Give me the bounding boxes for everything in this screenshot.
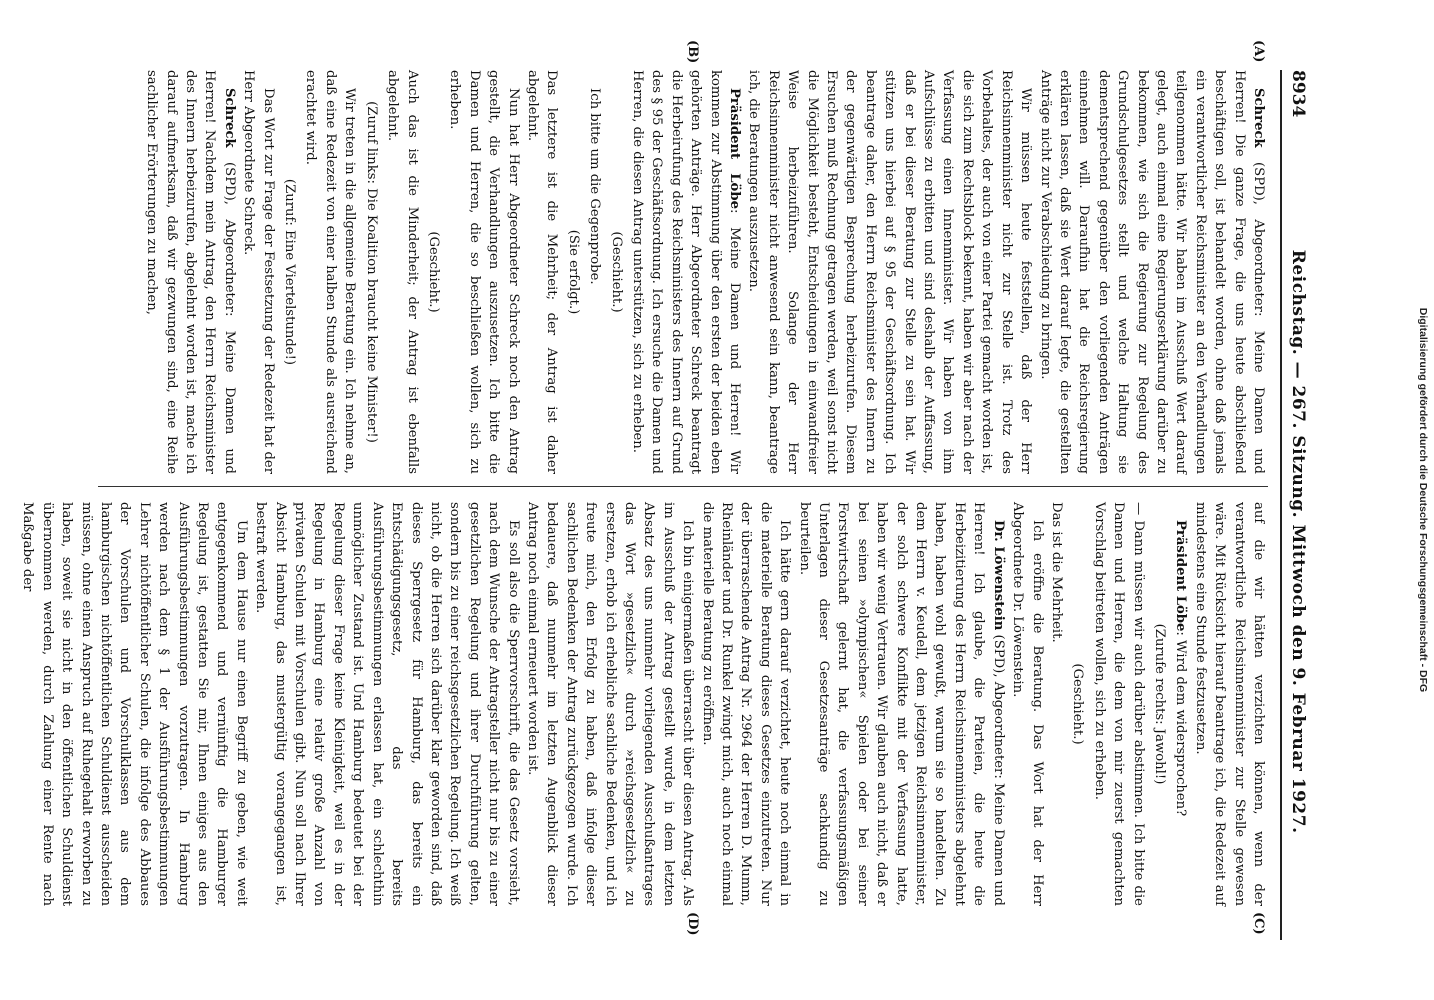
page-header [1280,70,1320,940]
speech-paragraph [142,70,239,474]
speech-paragraph [1171,502,1190,906]
paragraph: Ich bin einigermaßen überrascht über diesen Antrag. Als im Ausschuß der Antrag gestellt wurde, in dem letzten Absatz des uns nunmehr vorliegenden Ausschußantrages das Wort »gesetzlich« durch »reichsgesetzlich« zu ersetzen, erhob ich erhebliche sachliche Bedenken, und ich freute mich, den Erfolg zu haben, daß infolge dieser sachlichen Bedenken der Antrag zurückgezogen wurde. Ich bedauere, daß nunmehr im letzten Augenblick dieser Antrag noch einmal erneuert worden ist. [524,502,696,906]
paragraph: Um dem Hause nur einen Begriff zu geben, wie weit entgegenkommend und vernünftig die Hamburger Regelung ist, gestatten Sie mir, Ihnen einiges aus den Ausführungsbestimmungen vorzutragen. In Hamburg werden nach dem § 1 der Ausführungsbestimmungen Lehrer nichtöffentlicher Schulen, die infolge des Abbaues der Vorschulen und Vorschulklassen aus dem hamburgischen nichtöffentlichen Schuldienst ausscheiden müssen, ohne einen Anspruch auf Ruhegehalt erworben zu haben, soweit sie nicht in den öffentlichen Schuldienst übernommen werden, durch Zahlung einer Rente nach Maßgabe der [20,502,249,906]
digitization-note [1412,0,1434,1000]
speaker-name: Präsident Löbe [727,88,743,209]
speaker-name: Präsident Löbe [1173,520,1189,632]
paragraph: Auch das ist die Minderheit; der Antrag ist ebenfalls abgelehnt. [385,70,420,474]
running-head: Reichstag. — 267. Sitzung. Mittwoch den 9. Februar 1927. [1288,249,1308,834]
margin-marker-d: (D) [685,912,700,936]
paragraph: Ich bitte um die Gegenprobe. [587,88,603,285]
speech-paragraph [1035,70,1268,474]
margin-marker-a: (A) [1251,40,1266,63]
paragraph: Wir müssen heute feststellen, daß der Herr Reichsinnenminister nicht zur Stelle ist. Trotz des Vorbehaltes, der auch von einer Partei gemacht worden ist, die sich zum Rechtsblock bekennt, haben wir aber nach der Verfassung einen Innenminister. Wir haben von ihm Aufschlüsse zu erbitten und sind deshalb der Auffassung, daß er bei dieser Beratung zur Stelle zu sein hat. Wir stützen uns hierbei auf § 95 der Geschäftsordnung. Ich beantrage daher, den Herrn Reichsminister des Innern zu der gegenwärtigen Besprechung herbeizurufen. Diesem Ersuchen muß Rechnung getragen werden, weil sonst nicht die Möglichkeit besteht, Entscheidungen in einwandfreier Weise herbeizuführen. Solange der Herr Reichsinnenminister nicht anwesend sein kann, beantrage ich, die Beratungen auszusetzen. [746,70,1034,474]
stage-direction: (Zuruf links: Die Koalition braucht keine Minister!) [363,101,379,443]
paragraph: Wir treten in die allgemeine Beratung ein. Ich nehme an, daß eine Redezeit von einer halben Stunde als ausreichend erachtet wird. [303,70,358,474]
stage-direction: (Geschieht.) [1070,663,1086,745]
stage-direction: (Geschieht.) [425,231,441,313]
stage-direction: (Geschieht.) [608,231,624,313]
stage-direction: (Zuruf: Eine Viertelstunde!) [282,178,298,366]
speech-text: : Meine Damen und Herren! Wir kommen zur Abstimmung über den ersten der beiden eben gehörten Anträge. Herr Abgeordneter Schreck beantragt die Herbeirufung des Reichsministers des Innern auf Grund des § 95 der Geschäftsordnung. Ich ersuche die Damen und Herren, die diesen Antrag unterstützen, sich zu erheben. [630,70,743,475]
paragraph: Ich eröffne die Beratung. Das Wort hat der Herr Abgeordnete Dr. Löwenstein. [1010,502,1045,906]
paragraph: Es soll also die Sperrvorschrift, die das Gesetz vorsieht, nach dem Wunsche der Antragsteller nicht nur bis zu einer gesetzlichen Regelung und ihrer Durchführung gelten, sondern bis zu einer reichsgesetzlichen Regelung. Ich weiß nicht, ob die Herren sich darüber klar geworden sind, daß dieses Sperrgesetz für Hamburg, das bereits ein Entschädigungsgesetz, das bereits Ausführungsbestimmungen erlassen hat, ein schlechthin unmöglicher Zustand ist. Und Hamburg bedeutet bei der Regelung dieser Frage keine Kleinigkeit, weil es in der Regelung in Hamburg eine relativ große Anzahl von privaten Schulen mit Vorschulen gibt. Nun soll nach Ihrer Absicht Hamburg, das mustergültig vorangegangen ist, bestraft werden. [253,502,521,906]
left-column [142,70,1268,474]
scanned-page [20,40,1320,940]
speech-text: (SPD), Abgeordneter: Meine Damen und Herren! Ich glaube, die Parteien, die heute die Herbeizitierung des Herrn Reichsinnenministers abgelehnt haben, haben wohl gewußt, warum sie so handelten. Zu dem Herrn v. Keudell, dem jetzigen Reichsinnenminister, der solch schwere Konflikte mit der Verfassung hatte, haben wir wenig Vertrauen. Wir glauben auch nicht, daß er bei seinen »olympischen« Spielen oder bei seiner Forstwirtschaft gelernt hat, die verfassungsmäßigen Unterlagen dieser Gesetzesanträge sachkundig zu beurteilen. [796,502,1006,906]
speech-text: : Wird dem widersprochen? [1173,631,1189,817]
margin-marker-b: (B) [685,40,700,64]
page-number: 8934 [1288,70,1308,118]
paragraph: auf die wir hätten verzichten können, wenn der verantwortliche Reichsinnenminister zur Stelle gewesen wäre. Mit Rücksicht hierauf beantrage ich, die Redezeit auf mindestens eine Stunde festzusetzen. [1192,502,1266,906]
paragraph: Das letztere ist die Mehrheit; der Antrag ist daher abgelehnt. [524,70,560,474]
margin-marker-c: (C) [1251,912,1266,935]
speech-text: (SPD), Abgeordneter: Meine Damen und Herren! Die ganze Frage, die uns heute abschließend beschäftigen soll, ist behandelt worden, ohne daß jemals ein verantwortlicher Reichsminister an den Verhandlungen teilgenommen hätte. Wir haben im Ausschuß Wert darauf gelegt, auch einmal eine Regierungserklärung darüber zu bekommen, wie sich die Regierung zur Regelung des Grundschulgesetzes stellt und welche Haltung sie dementsprechend gegenüber den vorliegenden Anträgen einnehmen will. Daraufhin hat die Reichsregierung erklären lassen, daß sie Wert darauf legte, die gestellten Anträge nicht zur Verabschiedung zu bringen. [1037,70,1266,474]
paragraph: Nun hat Herr Abgeordneter Schreck noch den Antrag gestellt, die Verhandlungen auszusetzen. Ich bitte die Damen und Herren, die so beschließen wollen, sich zu erheben. [447,70,521,474]
paragraph: Das Wort zur Frage der Festsetzung der Redezeit hat der Herr Abgeordnete Schreck. [241,70,276,474]
column-divider [98,486,1268,487]
paragraph: Ich hätte gern darauf verzichtet, heute noch einmal in die materielle Beratung dieses Gesetzes einzutreten. Nur der überraschende Antrag Nr. 2964 der Herren D. Mumm, Rheinländer und Dr. Runkel zwingt mich, auch noch einmal die materielle Beratung zu eröffnen. [699,502,793,906]
speech-text: (SPD), Abgeordneter: Meine Damen und Herren! Nachdem mein Antrag, den Herrn Reichsminister des Innern herbeizurufen, abgelehnt worden ist, mache ich darauf aufmerksam, daß wir gezwungen sind, eine Reihe sachlicher Erörterungen zu machen, [144,70,237,474]
speech-paragraph [628,70,744,474]
speech-paragraph [794,502,1007,906]
stage-direction: (Zurufe rechts: Jawohl!) [1151,623,1167,785]
right-column [18,502,1268,906]
speaker-name: Dr. Löwenstein [990,520,1006,631]
page-rotated [20,40,1320,940]
speaker-name: Schreck [221,88,237,148]
speaker-name: Schreck [1251,88,1266,148]
stage-direction: (Sie erfolgt.) [565,229,581,315]
paragraph: Das ist die Mehrheit. [1048,502,1064,643]
paragraph: — Dann müssen wir auch darüber abstimmen. Ich bitte die Damen und Herren, die dem von mir zuerst gemachten Vorschlag beitreten wollen, sich zu erheben. [1091,502,1146,906]
digitization-note-text: Digitalisierung gefördert durch die Deutsche Forschungsgemeinschaft - DFG [1417,307,1429,693]
